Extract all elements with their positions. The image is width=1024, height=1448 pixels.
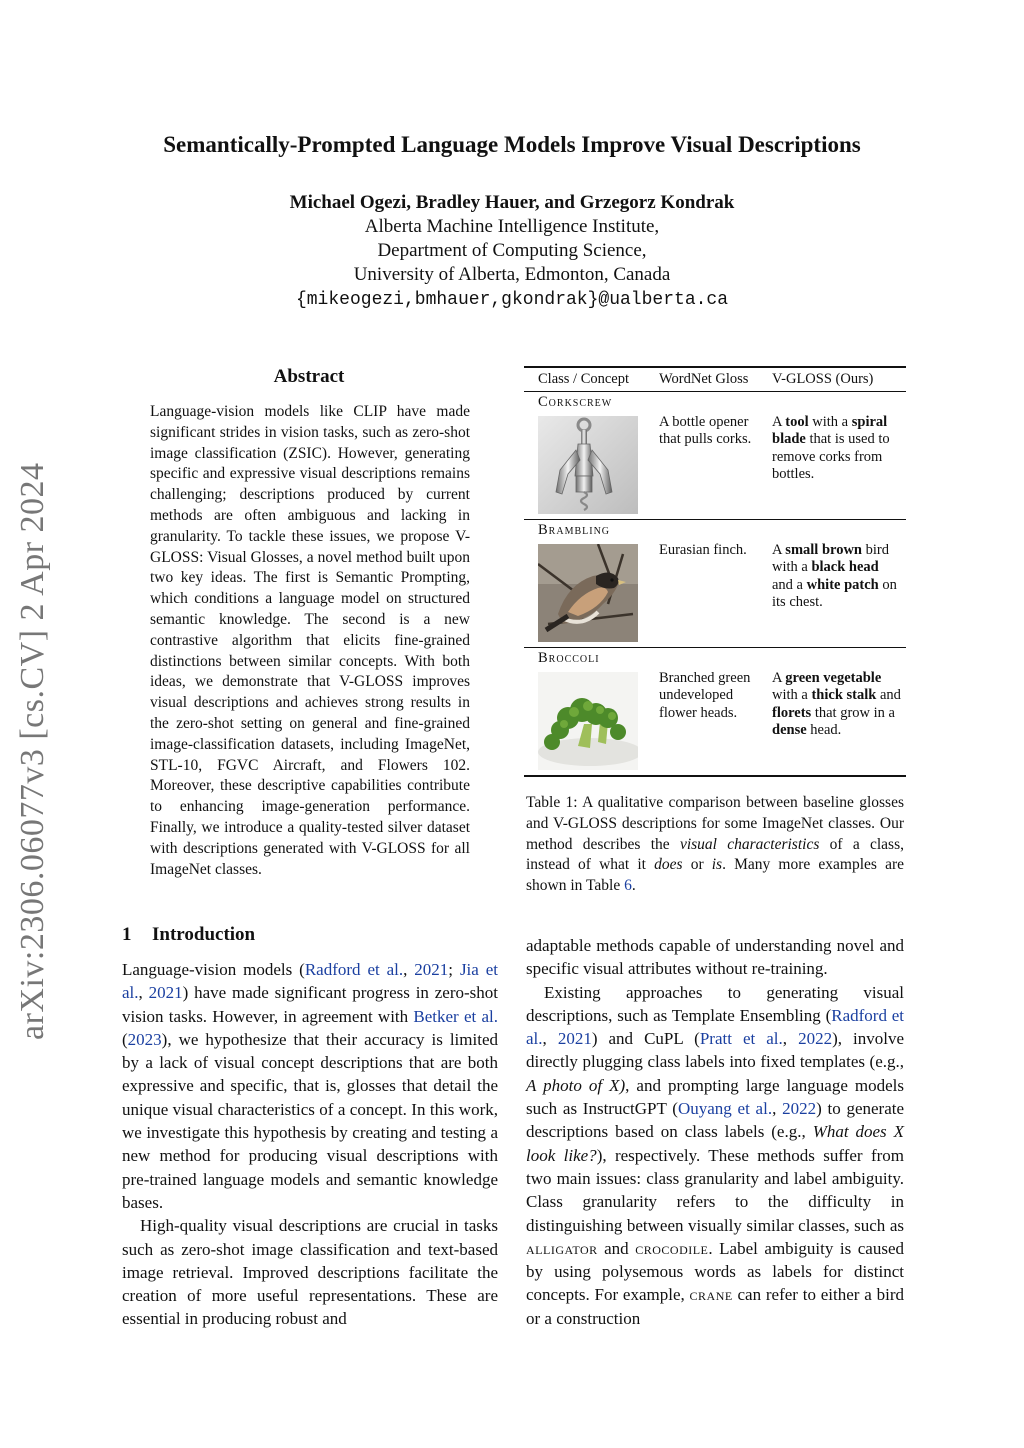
citation-radford-2021[interactable]: Radford et al. xyxy=(526,1005,904,1049)
vgloss-broccoli xyxy=(772,670,902,740)
citation-year[interactable]: 2021 xyxy=(414,960,449,979)
bold-attribute: spiral blade xyxy=(772,414,888,448)
citation-ouyang-2022[interactable]: Ouyang et al. xyxy=(677,1099,773,1119)
brambling-image xyxy=(538,544,638,642)
wordnet-gloss-corkscrew: A bottle opener that pulls corks. xyxy=(659,414,752,448)
term-crane: crane xyxy=(689,1285,733,1305)
bold-attribute: green vegetable xyxy=(785,670,882,686)
gloss-text: bird with a xyxy=(772,542,889,576)
caption-label: Table 1: xyxy=(526,794,578,811)
corkscrew-image xyxy=(538,416,638,514)
wordnet-gloss-broccoli: Branched green undeveloped flower heads. xyxy=(659,670,751,721)
gloss-text: with a xyxy=(808,414,852,430)
citation-betker-2023[interactable]: Betker et al. xyxy=(413,1006,498,1026)
intro-paragraph-2-continued: adaptable methods capable of understanding novel and specific visual attributes without re-training. xyxy=(526,936,904,979)
gloss-text: on its chest. xyxy=(772,576,897,611)
citation-jia-2021[interactable]: Jia et al. xyxy=(122,960,498,1003)
paper-title: Semantically-Prompted Language Models Improve Visual Descriptions xyxy=(163,132,861,157)
abstract-heading: Abstract xyxy=(273,366,345,387)
citation-radford-2021[interactable]: Radford et al. xyxy=(304,960,404,979)
gloss-text: A xyxy=(772,542,786,558)
intro-left-column xyxy=(122,958,498,1331)
bold-attribute: florets xyxy=(772,704,812,721)
gloss-text: with a xyxy=(772,687,812,704)
term-crocodile: crocodile xyxy=(635,1238,709,1258)
intro-right-column xyxy=(526,934,904,1330)
gloss-text: and xyxy=(876,687,901,704)
vgloss-corkscrew xyxy=(772,414,902,484)
section-number: 1 xyxy=(122,924,132,945)
citation-year[interactable]: 2021 xyxy=(557,1029,592,1049)
table-bottom-rule xyxy=(524,775,906,777)
bold-attribute: tool xyxy=(785,414,809,430)
class-name-broccoli: Broccoli xyxy=(538,650,600,666)
arxiv-identifier: arXiv:2306.06077v3 [cs.CV] 2 Apr 2024 xyxy=(14,462,51,1040)
citation-pratt-2022[interactable]: Pratt et al. xyxy=(699,1029,783,1049)
bold-attribute: black head xyxy=(811,559,879,576)
intro-paragraph-3: Existing approaches to generating visual descriptions, such as Template Ensembling (Radford et al., 2021) and CuPL (Pratt et al., 2022), involve directly plugging class labels into fixed templates (e.g., A photo of X), and prompting large language models such as InstructGPT (Ouyang et al., 2022) to generate descriptions based on class labels (e.g., What does X look like?), respectively. These methods suffer from two main issues: class granularity and label ambiguity. Class granularity refers to the difficulty in distinguishing between visually similar classes, such as alligator and crocodile. Label ambiguity is caused by using polysemous words as labels for distinct concepts. For example, crane can refer to either a bird or a construction xyxy=(526,982,905,1328)
table-caption: Table 1: A qualitative comparison between baseline glosses and V-GLOSS descriptions for some ImageNet classes. Our method describes the visual characteristics of a class, instead of what it does or is. Many more examples are shown in Table 6. xyxy=(526,794,905,895)
table-row-rule xyxy=(524,647,906,648)
gloss-text: head. xyxy=(806,722,842,739)
class-name-corkscrew: Corkscrew xyxy=(538,394,613,410)
author-emails: {mikeogezi,bmhauer,gkondrak}@ualberta.ca xyxy=(295,290,729,310)
author-list: Michael Ogezi, Bradley Hauer, and Grzegorz Kondrak xyxy=(289,192,735,213)
bold-attribute: small brown xyxy=(785,542,862,558)
section-heading-introduction xyxy=(122,924,255,946)
gloss-text: A xyxy=(772,414,786,430)
gloss-text: and a xyxy=(772,576,807,593)
affiliation-line-1: Alberta Machine Intelligence Institute, xyxy=(364,216,660,237)
table-header-class: Class / Concept xyxy=(538,371,630,387)
bold-attribute: white patch xyxy=(806,576,879,593)
citation-year[interactable]: 2022 xyxy=(782,1099,817,1119)
citation-year[interactable]: 2022 xyxy=(798,1029,833,1049)
affiliation-line-3: University of Alberta, Edmonton, Canada xyxy=(353,264,671,285)
citation-year[interactable]: 2021 xyxy=(148,983,183,1003)
table-top-rule xyxy=(524,366,906,368)
intro-paragraph-1: Language-vision models (Radford et al., 2021; Jia et al., 2021) have made significant progress in zero-shot vision tasks. However, in agreement with Betker et al. (2023), we hypothesize that their accuracy is limited by a lack of visual concept descriptions that are both expressive and specific, that is, glosses that detail the unique visual characteristics of a concept. In this work, we investigate this hypothesis by creating and testing a new method for producing visual descriptions with pre-trained language models and semantic knowledge bases. xyxy=(122,960,499,1212)
intro-paragraph-2: High-quality visual descriptions are crucial in tasks such as zero-shot image classification and text-based image retrieval. Improved descriptions facilitate the creation of more useful representations. These are essential in producing robust and xyxy=(122,1216,498,1329)
table-6-link[interactable]: 6 xyxy=(624,877,632,895)
term-alligator: alligator xyxy=(526,1238,598,1258)
table-header-vgloss: V-GLOSS (Ours) xyxy=(772,371,874,387)
table-header-wordnet: WordNet Gloss xyxy=(659,371,749,387)
bold-attribute: dense xyxy=(772,722,807,739)
gloss-text: that is used to remove corks from bottles. xyxy=(772,431,890,483)
citation-year[interactable]: 2023 xyxy=(127,1029,162,1049)
broccoli-image xyxy=(538,672,638,770)
comparison-table xyxy=(524,366,906,786)
abstract-text: Language-vision models like CLIP have made significant strides in vision tasks, such as zero-shot image classification (ZSIC). However, generating specific and expressive visual descriptions remains challenging; descriptions produced by current methods are often ambiguous and lacking in granularity. To tackle these issues, we propose V-GLOSS: Visual Glosses, a novel method built upon two key ideas. The first is Semantic Prompting, which conditions a language model on structured semantic knowledge. The second is a new contrastive algorithm that elicits fine-grained distinctions between similar concepts. With both ideas, we demonstrate that V-GLOSS improves visual descriptions and achieves strong results in the zero-shot setting on general and fine-grained image-classification datasets, including ImageNet, STL-10, FGVC Aircraft, and Flowers 102. Moreover, these descriptive capabilities contribute to enhancing image-generation performance. Finally, we introduce a quality-tested silver dataset with descriptions generated with V-GLOSS for all ImageNet classes. xyxy=(150,403,470,878)
gloss-text: A xyxy=(772,670,786,686)
wordnet-gloss-brambling: Eurasian finch. xyxy=(659,542,747,558)
gloss-text: that grow in a xyxy=(811,704,895,721)
bold-attribute: thick stalk xyxy=(811,687,877,704)
table-header-rule xyxy=(524,391,906,392)
affiliation-line-2: Department of Computing Science, xyxy=(377,240,647,261)
class-name-brambling: Brambling xyxy=(538,522,611,538)
section-title: Introduction xyxy=(152,924,256,945)
vgloss-brambling xyxy=(772,542,902,612)
table-row-rule xyxy=(524,519,906,520)
